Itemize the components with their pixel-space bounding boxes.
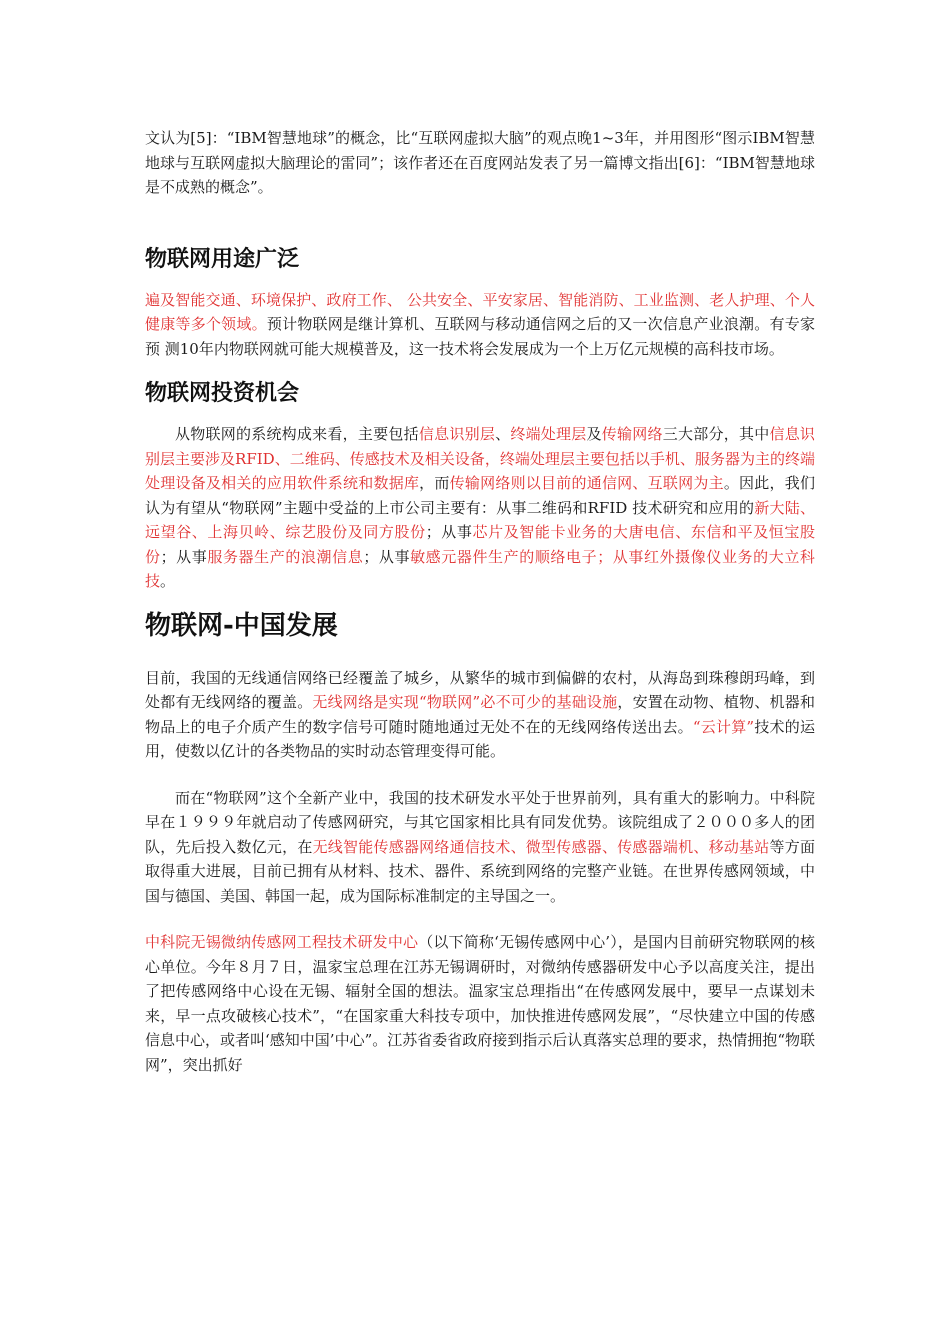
china-paragraph-3 xyxy=(145,930,815,1077)
text-run: 等方面取得重大进展，目前已拥有从材料、技术、器件、系统到网络的完整产业链。在世界传感网领域，中国与德国、美国、韩国一起，成为国际标准制定的主导国之一。 xyxy=(145,837,815,905)
text-run: 技术的运用，使数以亿计的各类物品的实时动态管理变得可能。 xyxy=(145,717,815,760)
heading-china-development: 物联网-中国发展 xyxy=(145,610,338,641)
text-run: ，安置在动物、植物、机器和物品上的电子介质产生的数字信号可随时随地通过无处不在的无线网络传送出去。 xyxy=(145,693,815,736)
highlighted-text: 中科院无锡微纳传感网工程技术研发中心 xyxy=(145,933,419,951)
china-paragraph-2 xyxy=(145,786,815,909)
intro-paragraph xyxy=(145,126,815,200)
highlighted-text: 新大陆、远望谷、上海贝岭、综艺股份及同方股份 xyxy=(145,498,815,541)
text-run: 、 xyxy=(495,425,511,443)
heading-uses: 物联网用途广泛 xyxy=(145,246,300,272)
highlighted-text: 服务器生产的浪潮信息 xyxy=(207,547,364,566)
china-paragraph-1 xyxy=(145,666,815,764)
highlighted-text: 无线智能传感器网络通信技术、微型传感器、传感器端机、移动基站 xyxy=(312,837,770,856)
highlighted-text: “云计算” xyxy=(692,717,755,736)
text-run: 。 xyxy=(160,572,176,590)
text-run: 而在“物联网”这个全新产业中，我国的技术研发水平处于世界前列，具有重大的影响力。中科院早在１９９９年就启动了传感网研究，与其它国家相比具有同发优势。该院组成了２０００多人的团队，先后投入数亿元，在 xyxy=(145,788,815,856)
text-run: （以下简称‘无锡传感网中心’），是国内目前研究物联网的核心单位。今年８月７日，温家宝总理在江苏无锡调研时，对微纳传感器研发中心予以高度关注，提出了把传感网络中心设在无锡、辐射全国的想法。温家宝总理指出“在传感网发展中，要早一点谋划未来，早一点攻破核心技术”，“在国家重大科技专项中，加快推进传感网发展”，“尽快建立中国的传感信息中心，或者叫‘感知中国’中心”。江苏省委省政府接到指示后认真落实总理的要求，热情拥抱“物联网”，突出抓好 xyxy=(145,933,815,1074)
text-run: ；从事 xyxy=(363,547,411,566)
text-run: ；从事 xyxy=(160,547,208,566)
highlighted-text: 敏感元器件生产的顺络电子；从事红外摄像仪业务的大立科技 xyxy=(145,547,815,590)
highlighted-text: 信息识别层主要涉及RFID、二维码、传感技术及相关设备，终端处理层主要包括以手机、服务器为主的终端处理设备及相关的应用软件系统和数据库 xyxy=(145,425,815,492)
uses-paragraph xyxy=(145,288,815,362)
highlighted-text: 遍及智能交通、环境保护、政府工作、 公共安全、平安家居、智能消防、工业监测、老人护理、个人健康等多个领域。 xyxy=(145,290,815,333)
highlighted-text: 无线网络是实现“物联网”必不可少的基础设施 xyxy=(312,693,618,711)
highlighted-text: 芯片及智能卡业务的大唐电信、东信和平及恒宝股份 xyxy=(145,523,815,566)
document-body xyxy=(145,126,815,1077)
text-run: 三大部分，其中 xyxy=(662,425,770,443)
text-run: 预计物联网是继计算机、互联网与移动通信网之后的又一次信息产业浪潮。有专家预 测10年内物联网就可能大规模普及，这一技术将会发展成为一个上万亿元规模的高科技市场。 xyxy=(145,315,815,358)
highlighted-text: 信息识别层 xyxy=(418,425,496,443)
highlighted-text: 传输网络 xyxy=(601,425,663,443)
text-run: ，而 xyxy=(419,474,450,492)
text-run: 。因此，我们认为有望从“物联网”主题中受益的上市公司主要有：从事二维码和RFID 技术研究和应用的 xyxy=(145,474,815,517)
highlighted-text: 终端处理层 xyxy=(510,425,587,443)
text-run: 目前，我国的无线通信网络已经覆盖了城乡，从繁华的城市到偏僻的农村，从海岛到珠穆朗玛峰，到处都有无线网络的覆盖。 xyxy=(145,668,815,711)
text-run: 及 xyxy=(586,425,602,443)
text-run: 从物联网的系统构成来看，主要包括 xyxy=(175,425,419,443)
highlighted-text: 传输网络则以目前的通信网、互联网为主 xyxy=(449,474,724,492)
text-run: 文认为[5]：“IBM智慧地球”的概念，比“互联网虚拟大脑”的观点晚1~3年，并用图形“图示IBM智慧地球与互联网虚拟大脑理论的雷同”；该作者还在百度网站发表了另一篇博文指出[6]：“IBM智慧地球是不成熟的概念”。 xyxy=(145,129,815,196)
heading-investment: 物联网投资机会 xyxy=(145,381,300,406)
text-run: ；从事 xyxy=(425,523,473,541)
investment-paragraph xyxy=(145,422,815,594)
